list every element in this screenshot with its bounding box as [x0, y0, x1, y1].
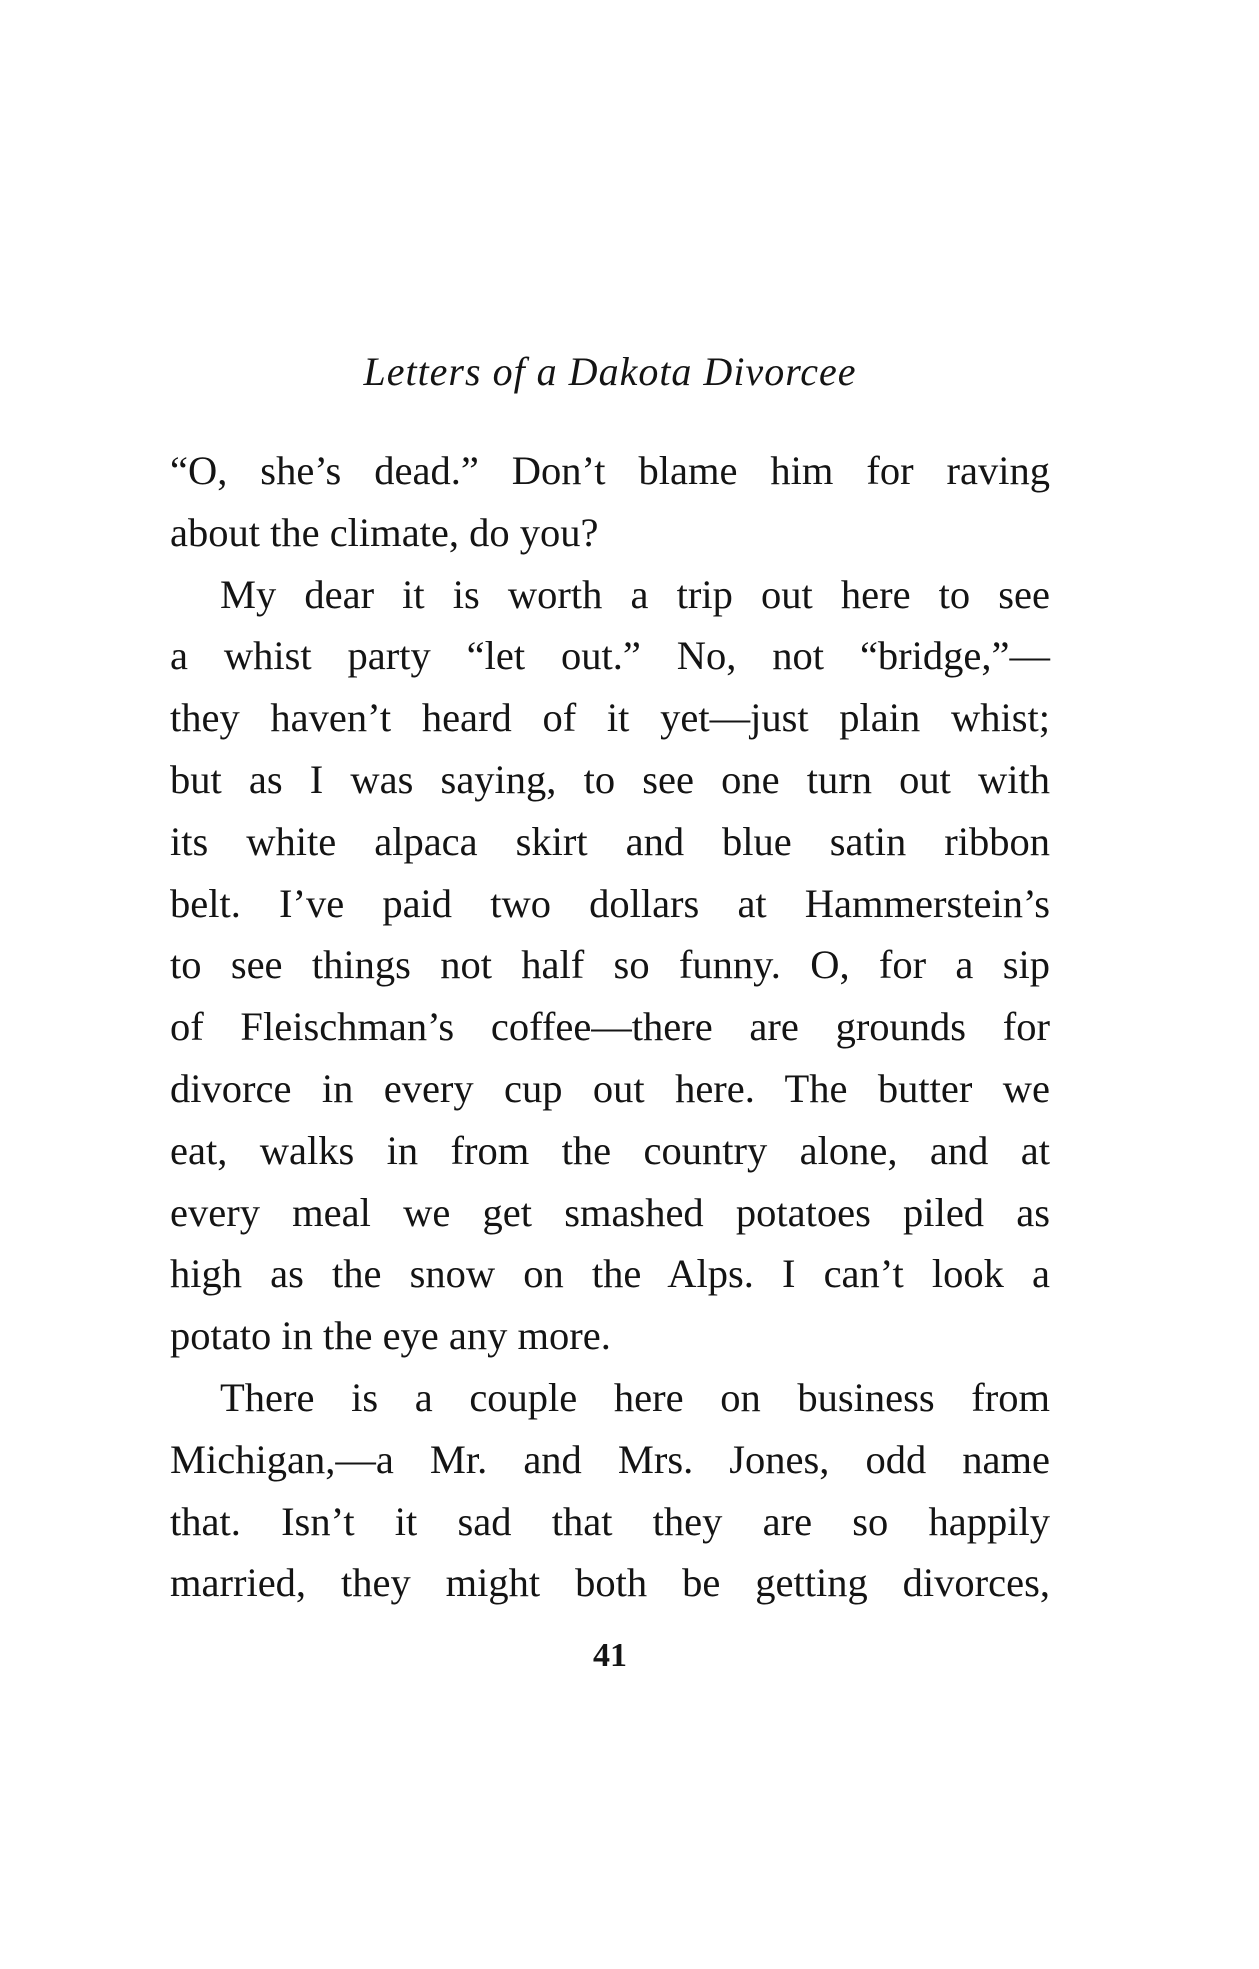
text-line: that. Isn’t it sad that they are so happily	[170, 1498, 1050, 1544]
text-line: a whist party “let out.” No, not “bridge,”—	[170, 633, 1050, 679]
text-line: but as I was saying, to see one turn out with	[170, 756, 1050, 802]
text-line: every meal we get smashed potatoes piled as	[170, 1189, 1050, 1235]
running-head: Letters of a Dakota Divorcee	[363, 349, 857, 394]
text-line: married, they might both be getting divorces,	[170, 1560, 1050, 1606]
text-line: of Fleischman’s coffee—there are grounds for	[170, 1004, 1050, 1050]
text-line: divorce in every cup out here. The butter we	[170, 1065, 1050, 1111]
text-line: belt. I’ve paid two dollars at Hammerstein’s	[170, 880, 1050, 926]
text-line: Michigan,—a Mr. and Mrs. Jones, odd name	[170, 1436, 1050, 1482]
text-line: My dear it is worth a trip out here to see	[220, 571, 1050, 617]
text-line: There is a couple here on business from	[220, 1374, 1050, 1420]
text-line: its white alpaca skirt and blue satin ribbon	[170, 818, 1050, 864]
text-line: potato in the eye any more.	[170, 1313, 611, 1359]
text-line: to see things not half so funny. O, for a sip	[170, 942, 1050, 988]
text-line: eat, walks in from the country alone, and at	[170, 1127, 1050, 1173]
text-line: about the climate, do you?	[170, 509, 599, 555]
body-text	[170, 440, 1050, 1614]
text-line: high as the snow on the Alps. I can’t look a	[170, 1251, 1050, 1297]
text-line: they haven’t heard of it yet—just plain whist;	[170, 695, 1050, 741]
text-line: “O, she’s dead.” Don’t blame him for raving	[170, 448, 1050, 493]
page-number: 41	[593, 1637, 627, 1674]
